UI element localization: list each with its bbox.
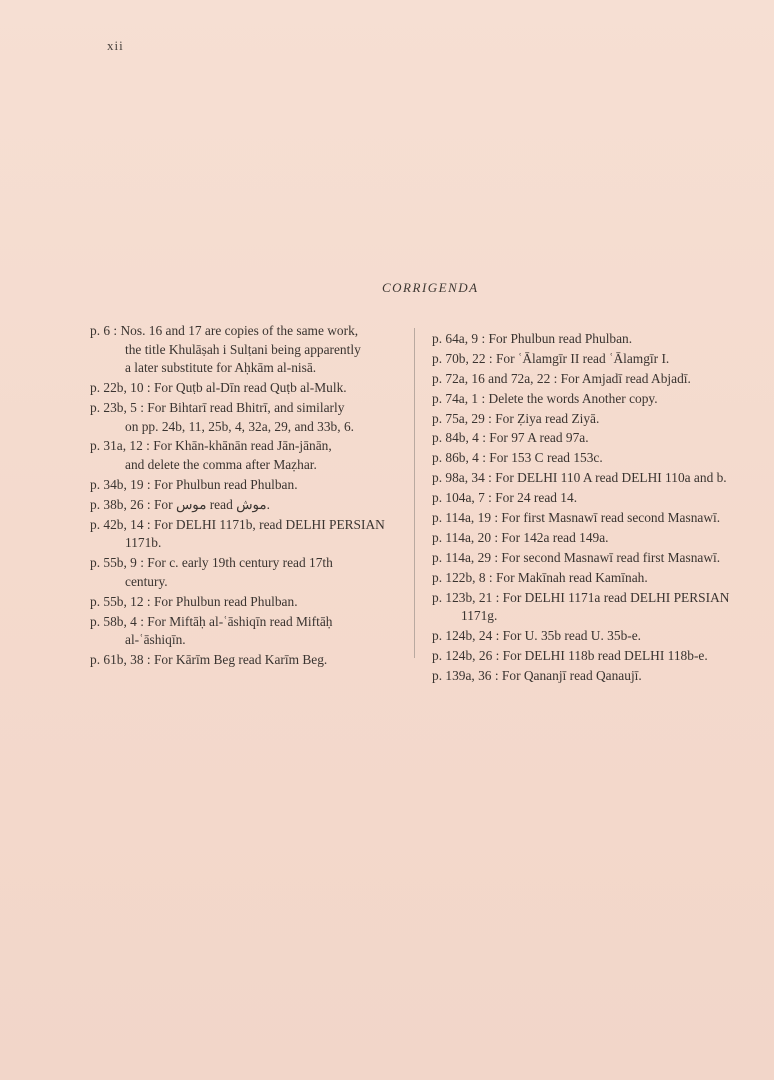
corrigendum-entry [90,613,408,650]
entry-continuation-line: on pp. 24b, 11, 25b, 4, 32a, 29, and 33b, 6. [125,418,354,434]
corrigenda-right-column [432,330,762,687]
corrigendum-entry [90,516,408,553]
corrigendum-entry [432,627,762,646]
corrigendum-entry [90,322,408,378]
corrigendum-entry [432,589,762,626]
corrigendum-entry [432,410,762,429]
entry-line: p. 114a, 19 : For first Masnawī read second Masnawī. [432,510,721,526]
entry-continuation-line: century. [125,573,168,589]
entry-line: p. 72a, 16 and 72a, 22 : For Amjadī read Abjadī. [432,370,691,386]
corrigendum-entry [432,549,762,568]
entry-line: p. 55b, 12 : For Phulbun read Phulban. [90,593,298,609]
entry-line: p. 23b, 5 : For Bihtarī read Bhitrī, and similarly [90,399,345,415]
entry-line: p. 122b, 8 : For Makīnah read Kamīnah. [432,569,648,585]
entry-line: p. 123b, 21 : For DELHI 1171a read DELHI PERSIAN [432,589,730,605]
corrigendum-entry [432,667,762,686]
corrigendum-entry [432,370,762,389]
corrigendum-entry [90,651,408,670]
entry-line: p. 64a, 9 : For Phulbun read Phulban. [432,331,633,346]
corrigendum-entry [432,647,762,666]
entry-line: p. 34b, 19 : For Phulbun read Phulban. [90,476,298,492]
corrigendum-entry [90,496,408,515]
page-number: xii [107,38,124,53]
entry-line: p. 58b, 4 : For Miftāḥ al-ʿāshiqīn read Miftāḥ [90,613,333,629]
corrigenda-left-column [90,322,408,671]
entry-line: p. 38b, 26 : For موس read موش. [90,496,270,512]
corrigendum-entry [432,429,762,448]
corrigendum-entry [432,569,762,588]
corrigendum-entry [432,350,762,369]
entry-continuation-line: 1171b. [125,535,162,551]
section-heading: CORRIGENDA [382,280,479,295]
corrigendum-entry [432,449,762,468]
entry-continuation-line: 1171g. [461,608,498,624]
entry-line: p. 114a, 29 : For second Masnawī read first Masnawī. [432,549,721,565]
entry-continuation-line: al-ʿāshiqīn. [125,632,186,648]
entry-line: p. 42b, 14 : For DELHI 1171b, read DELHI PERSIAN [90,516,385,532]
corrigendum-entry [90,437,408,474]
entry-line: p. 22b, 10 : For Quṭb al-Dīn read Quṭb al-Mulk. [90,380,347,396]
column-divider [414,328,415,658]
entry-continuation-line: a later substitute for Aḥkām al-nisā. [125,360,317,376]
corrigendum-entry [90,379,408,398]
corrigendum-entry [90,554,408,591]
entry-line: p. 75a, 29 : For Ẓiya read Ziyā. [432,410,600,426]
corrigendum-entry [90,476,408,495]
entry-line: p. 31a, 12 : For Khān-khānān read Jān-jānān, [90,438,332,454]
entry-continuation-line: and delete the comma after Maẓhar. [125,457,317,473]
entry-line: p. 114a, 20 : For 142a read 149a. [432,529,609,545]
entry-line: p. 104a, 7 : For 24 read 14. [432,490,578,506]
entry-line: p. 98a, 34 : For DELHI 110 A read DELHI 110a and b. [432,470,727,486]
entry-line: p. 74a, 1 : Delete the words Another copy. [432,390,658,406]
corrigendum-entry [432,469,762,488]
entry-line: p. 86b, 4 : For 153 C read 153c. [432,450,603,466]
entry-line: p. 84b, 4 : For 97 A read 97a. [432,430,589,446]
entry-line: p. 6 : Nos. 16 and 17 are copies of the same work, [90,323,359,338]
corrigendum-entry [90,593,408,612]
entry-line: p. 61b, 38 : For Kārīm Beg read Karīm Beg. [90,652,328,668]
corrigendum-entry [432,330,762,349]
corrigendum-entry [432,509,762,528]
corrigendum-entry [432,489,762,508]
corrigendum-entry [432,390,762,409]
entry-line: p. 124b, 26 : For DELHI 118b read DELHI 118b-e. [432,647,708,663]
corrigendum-entry [432,529,762,548]
entry-line: p. 70b, 22 : For ʿĀlamgīr II read ʿĀlamgīr I. [432,350,670,366]
entry-continuation-line: the title Khulāṣah i Sulṭani being apparently [125,341,361,357]
entry-line: p. 139a, 36 : For Qananjī read Qanaujī. [432,667,642,683]
entry-line: p. 55b, 9 : For c. early 19th century read 17th [90,555,333,571]
entry-line: p. 124b, 24 : For U. 35b read U. 35b-e. [432,628,642,644]
corrigendum-entry [90,399,408,436]
